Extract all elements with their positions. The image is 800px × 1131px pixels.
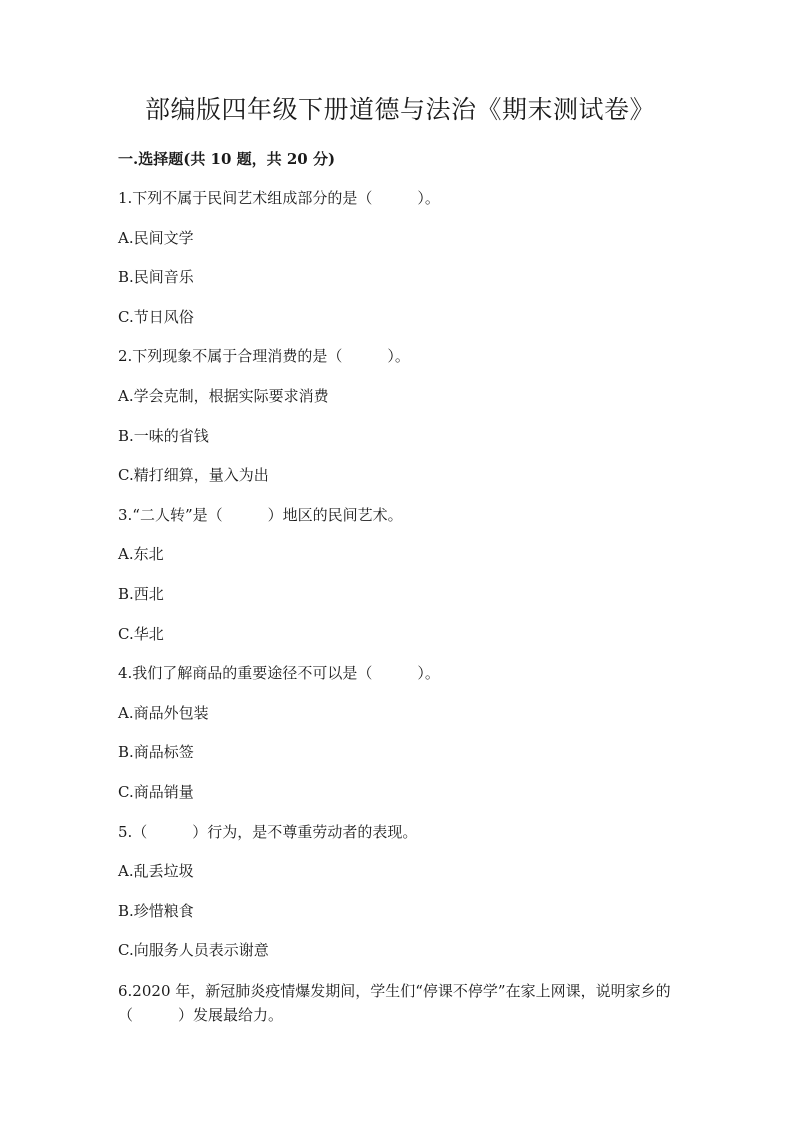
- question-option: B.珍惜粮食: [118, 902, 194, 920]
- question-option: B.商品标签: [118, 743, 194, 761]
- question-option: A.学会克制，根据实际要求消费: [118, 387, 329, 405]
- question-stem: 5.（ ）行为，是不尊重劳动者的表现。: [118, 823, 418, 841]
- question-stem: 4.我们了解商品的重要途径不可以是（ ）。: [118, 664, 440, 682]
- question-option: A.商品外包装: [118, 704, 209, 722]
- question-option: C.华北: [118, 625, 164, 643]
- question-option: B.民间音乐: [118, 268, 194, 286]
- question-stem: 6.2020 年，新冠肺炎疫情爆发期间，学生们“停课不停学”在家上网课，说明家乡的（ ）发展最给力。: [118, 982, 671, 1024]
- question-option: A.民间文学: [118, 229, 194, 247]
- exam-title: 部编版四年级下册道德与法治《期末测试卷》: [144, 95, 655, 124]
- question-stem: 2.下列现象不属于合理消费的是（ ）。: [118, 347, 410, 365]
- question-option: C.商品销量: [118, 783, 194, 801]
- question-stem: 3.“二人转”是（ ）地区的民间艺术。: [118, 506, 403, 524]
- question-option: A.乱丢垃圾: [118, 862, 194, 880]
- question-option: B.西北: [118, 585, 164, 603]
- question-option: B.一味的省钱: [118, 427, 209, 445]
- question-option: C.向服务人员表示谢意: [118, 941, 269, 959]
- question-option: C.精打细算，量入为出: [118, 466, 269, 484]
- question-stem: 1.下列不属于民间艺术组成部分的是（ ）。: [118, 189, 440, 207]
- section-heading: 一.选择题(共 10 题，共 20 分): [118, 150, 336, 168]
- question-option: C.节日风俗: [118, 308, 194, 326]
- question-option: A.东北: [118, 545, 164, 563]
